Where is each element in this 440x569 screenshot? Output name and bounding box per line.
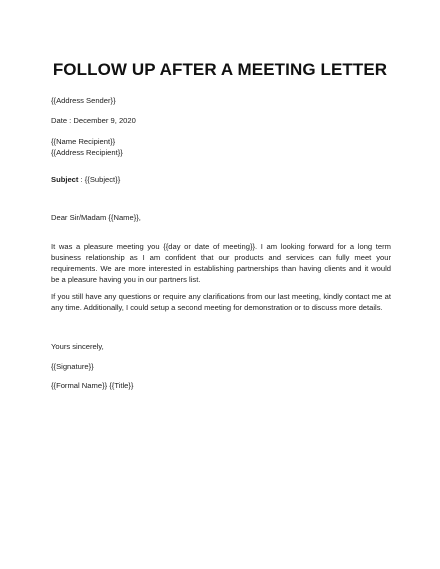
closing	[51, 341, 391, 352]
closing-text: Yours sincerely,	[51, 342, 104, 351]
recipient-address: {{Address Recipient}}	[51, 148, 123, 157]
paragraph-1	[51, 241, 391, 285]
recipient-block	[51, 136, 391, 158]
formal-name-title-text: {{Formal Name}} {{Title}}	[51, 381, 134, 390]
signature	[51, 361, 391, 372]
subject-line	[51, 174, 391, 185]
subject-label: Subject	[51, 175, 79, 184]
paragraph-2	[51, 291, 391, 313]
date-line	[51, 115, 391, 126]
formal-name-title	[51, 380, 391, 391]
paragraph-2-text: If you still have any questions or require any clarifications from our last meeting, kindly contact me at any time. Additionally, I could setup a second meeting for demonstration or to discuss more details.	[51, 292, 391, 312]
letter-title: FOLLOW UP AFTER A MEETING LETTER	[52, 60, 388, 79]
salutation-text: Dear Sir/Madam {{Name}},	[51, 213, 141, 222]
address-sender-text: {{Address Sender}}	[51, 96, 116, 105]
date-text: Date : December 9, 2020	[51, 116, 136, 125]
subject-value: : {{Subject}}	[78, 175, 121, 184]
salutation	[51, 212, 391, 223]
address-sender	[51, 95, 391, 106]
recipient-name: {{Name Recipient}}	[51, 137, 116, 146]
signature-text: {{Signature}}	[51, 362, 94, 371]
paragraph-1-text: It was a pleasure meeting you {{day or date of meeting}}. I am looking forward for a long term business relationship as I am confident that our products and services can fully meet your requirements. We are more interested in establishing partnerships than having clients and it would be a pleasure having you in our partners list.	[51, 242, 391, 284]
